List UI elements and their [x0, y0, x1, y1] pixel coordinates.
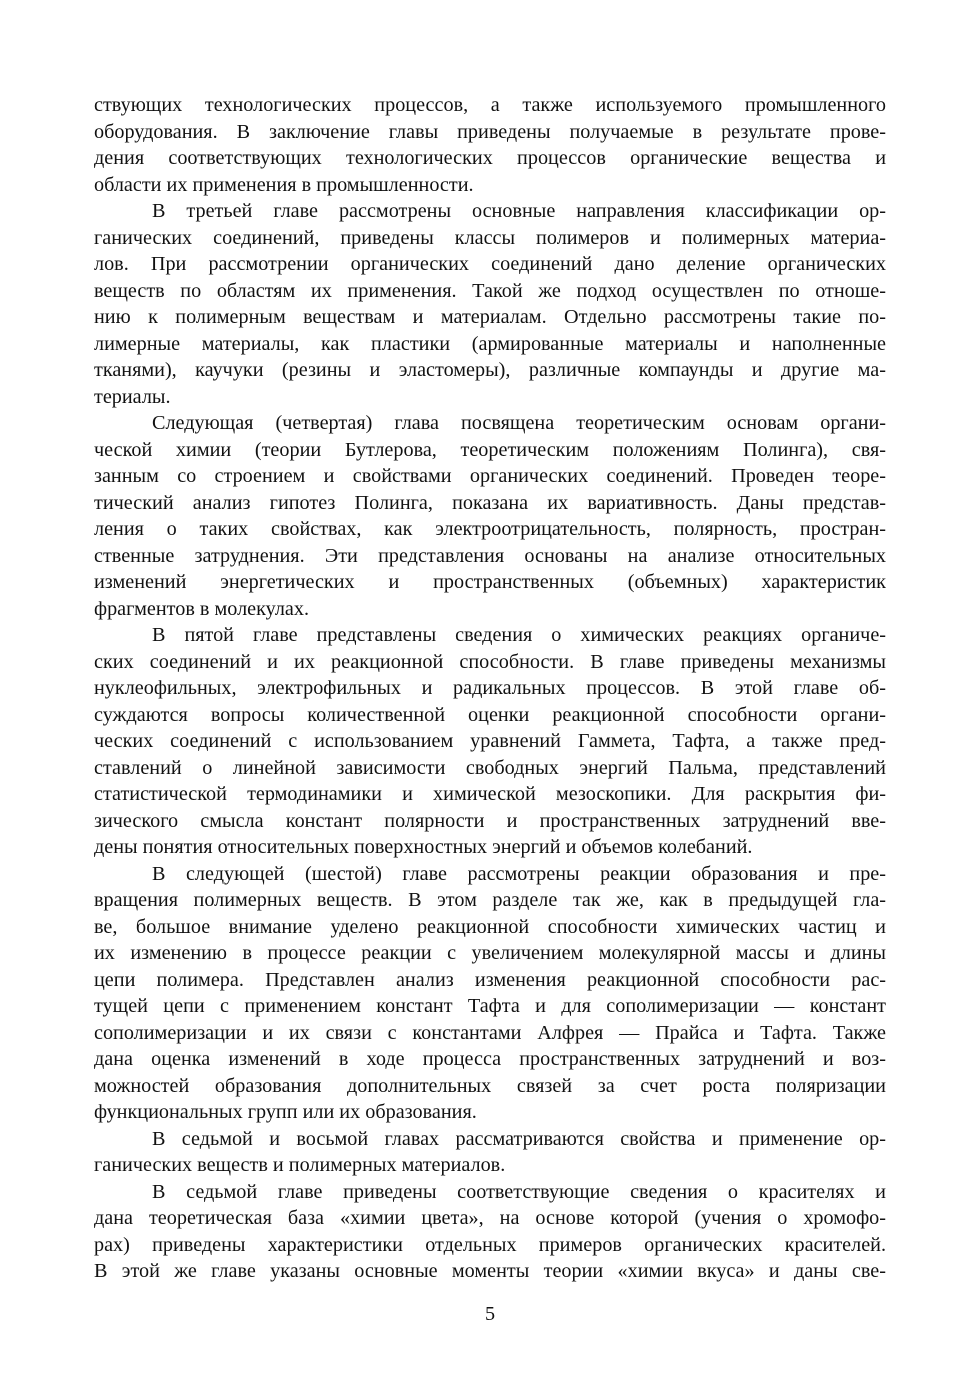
text-line: дана оценка изменений в ходе процесса пространственных затруднений и воз-: [94, 1048, 886, 1070]
paragraph: [94, 92, 886, 198]
text-line: тканями), каучуки (резины и эластомеры), различные компаунды и другие ма-: [94, 359, 886, 381]
text-line: оборудования. В заключение главы приведены получаемые в результате прове-: [94, 120, 886, 143]
text-line: ских соединений и их реакционной способности. В главе приведены механизмы: [94, 650, 886, 673]
text-line: дения соответствующих технологических процессов органические вещества и: [94, 147, 886, 169]
text-line: рах) приведены характеристики отдельных примеров органических красителей.: [94, 1233, 886, 1256]
text-line: В следующей (шестой) главе рассмотрены реакции образования и пре-: [152, 862, 886, 885]
text-line: функциональных групп или их образования.: [94, 1101, 477, 1123]
text-line: В седьмой и восьмой главах рассматриваются свойства и применение ор-: [152, 1127, 886, 1150]
paragraph: [94, 861, 886, 1126]
text-line: ственные затруднения. Эти представления основаны на анализе относительных: [94, 544, 886, 567]
text-line: тущей цепи с применением констант Тафта и для сополимеризации — констант: [94, 995, 886, 1017]
text-line: дены понятия относительных поверхностных энергий и объемов колебаний.: [94, 836, 753, 858]
text-line: В пятой главе представлены сведения о химических реакциях органиче-: [152, 624, 886, 646]
text-line: нуклеофильных, электрофильных и радикальных процессов. В этой главе об-: [94, 677, 886, 699]
text-line: дана теоретическая база «химии цвета», на основе которой (учения о хромофо-: [94, 1207, 886, 1229]
text-line: вращения полимерных веществ. В этом разделе так же, как в предыдущей гла-: [94, 889, 886, 911]
text-line: Следующая (четвертая) глава посвящена теоретическим основам органи-: [152, 412, 886, 434]
page-number: 5: [484, 1303, 496, 1325]
text-line: териалы.: [94, 385, 171, 408]
text-line: цепи полимера. Представлен анализ изменения реакционной способности рас-: [94, 968, 886, 991]
text-line: В этой же главе указаны основные моменты теории «химии вкуса» и даны све-: [94, 1260, 886, 1282]
text-line: ставлений о линейной зависимости свободных энергий Пальма, представлений: [94, 756, 886, 779]
text-line: изменений энергетических и пространственных (объемных) характеристик: [94, 571, 886, 593]
paragraph: [94, 198, 886, 410]
paragraph: [94, 1179, 886, 1285]
text-line: веществ по областям их применения. Такой же подход осуществлен по отноше-: [94, 279, 886, 302]
text-line: ве, большое внимание уделено реакционной способности химических частиц и: [94, 915, 886, 938]
text-line: ганических веществ и полимерных материалов.: [94, 1154, 506, 1176]
text-line: занным со строением и свойствами органических соединений. Проведен теоре-: [94, 465, 886, 487]
text-line: суждаются вопросы количественной оценки реакционной способности органи-: [94, 703, 886, 726]
paragraph: [94, 622, 886, 861]
text-line: ческой химии (теории Бутлерова, теоретическим положениям Полинга), свя-: [94, 438, 886, 461]
text-line: ствующих технологических процессов, а также используемого промышленного: [94, 94, 886, 116]
page-body: [94, 92, 886, 1285]
text-line: фрагментов в молекулах.: [94, 597, 310, 620]
text-line: сополимеризации и их связи с константами Алфрея — Прайса и Тафта. Также: [94, 1021, 886, 1044]
text-line: их изменению в процессе реакции с увеличением молекулярной массы и длины: [94, 942, 886, 964]
text-line: можностей образования дополнительных связей за счет роста поляризации: [94, 1074, 886, 1097]
text-line: ления о таких свойствах, как электроотрицательность, полярность, простран-: [94, 518, 886, 540]
text-line: нию к полимерным веществам и материалам. Отдельно рассмотрены такие по-: [94, 306, 886, 328]
text-line: статистической термодинамики и химической мезоскопики. Для раскрытия фи-: [94, 783, 886, 805]
text-line: тический анализ гипотез Полинга, показана их вариативность. Даны представ-: [94, 491, 886, 514]
text-line: лимерные материалы, как пластики (армированные материалы и наполненные: [94, 332, 886, 355]
text-line: В седьмой главе приведены соответствующие сведения о красителях и: [152, 1180, 886, 1203]
text-line: В третьей главе рассмотрены основные направления классификации ор-: [152, 200, 886, 222]
text-line: ганических соединений, приведены классы полимеров и полимерных материа-: [94, 226, 886, 249]
text-line: лов. При рассмотрении органических соединений дано деление органических: [94, 253, 886, 275]
text-line: ческих соединений с использованием уравнений Гаммета, Тафта, а также пред-: [94, 730, 886, 752]
paragraph: [94, 1126, 886, 1179]
text-line: области их применения в промышленности.: [94, 173, 474, 196]
text-line: зического смысла констант полярности и пространственных затруднений вве-: [94, 809, 886, 832]
paragraph: [94, 410, 886, 622]
